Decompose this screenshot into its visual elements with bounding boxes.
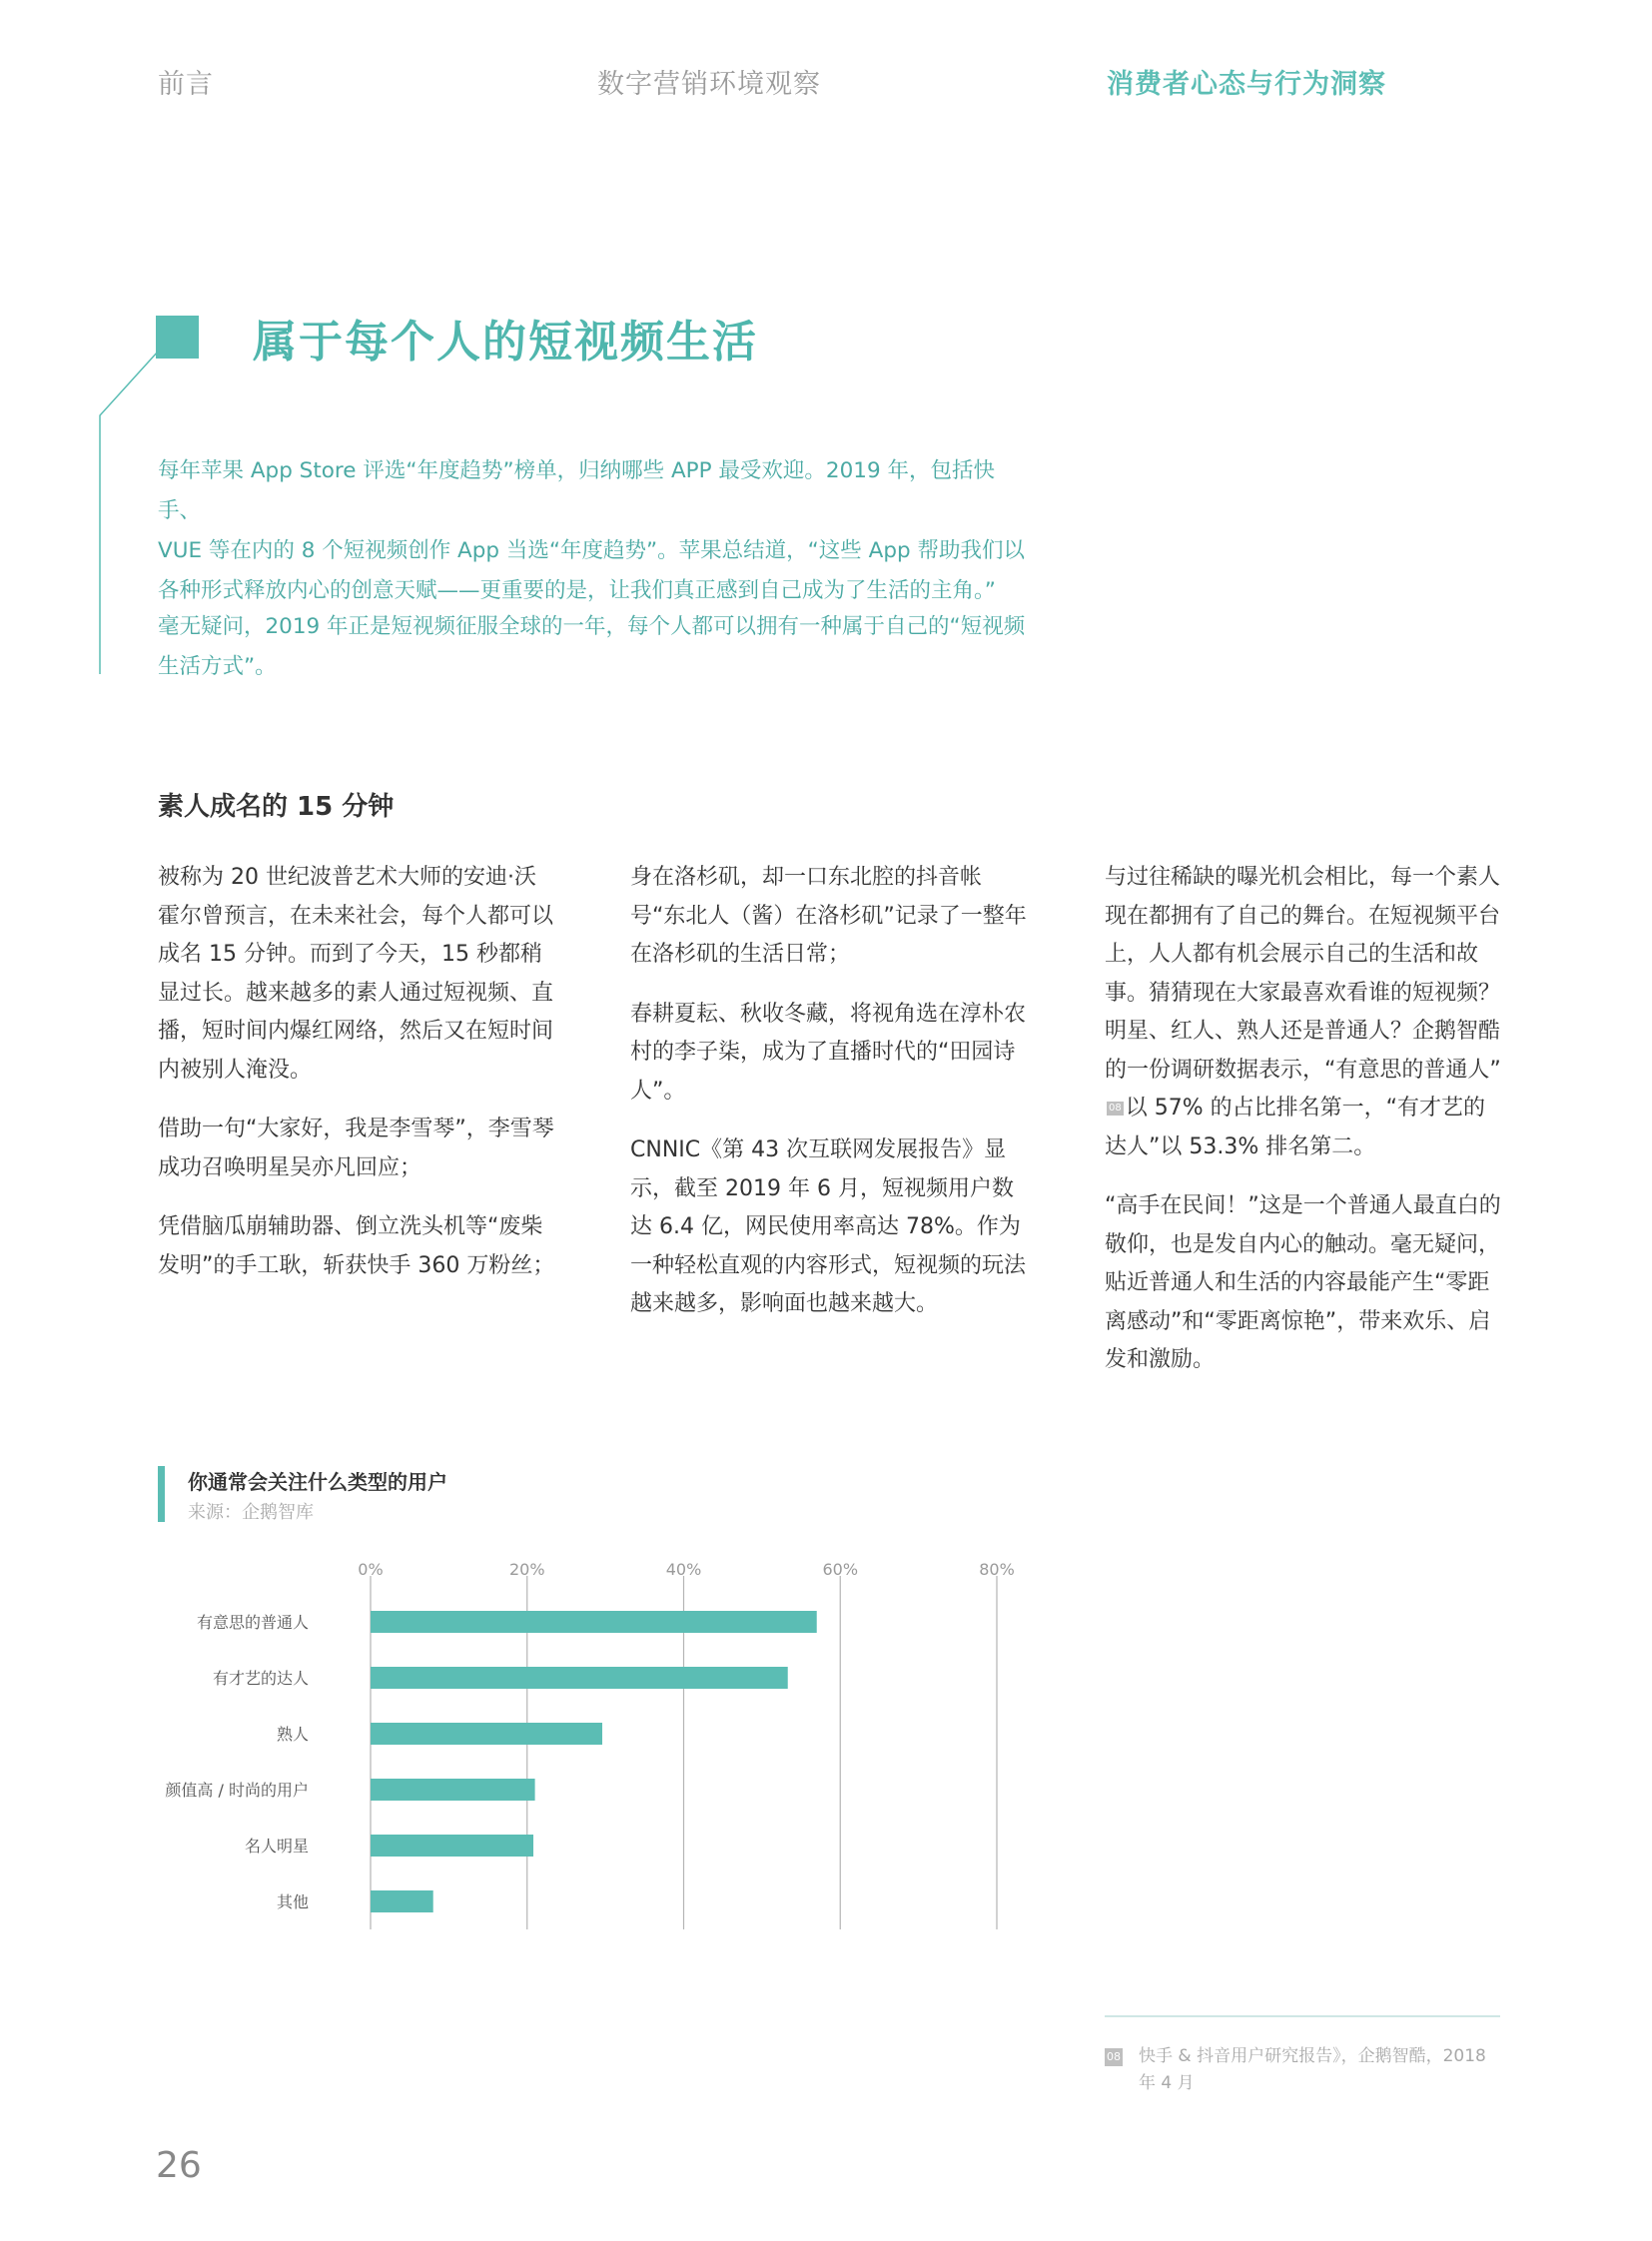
intro-line: 生活方式”。 [158, 654, 277, 679]
category-label: 名人明星 [244, 1837, 309, 1856]
chart-title: 你通常会关注什么类型的用户 [188, 1470, 447, 1494]
intro-paragraph [158, 451, 1037, 611]
paragraph: 凭借脑瓜崩辅助器、倒立洗头机等“废柴发明”的手工耿，斩获快手 360 万粉丝； [158, 1214, 555, 1278]
paragraph: 春耕夏耘、秋收冬藏，将视角选在淳朴农村的李子柒，成为了直播时代的“田园诗人”。 [630, 1001, 1027, 1104]
nav-item-consumer-insight[interactable]: 消费者心态与行为洞察 [1107, 69, 1386, 100]
paragraph-text: 与过往稀缺的曝光机会相比，每一个素人现在都拥有了自己的舞台。在短视频平台上，人人都有机会展示自己的生活和故事。猜猜现在大家最喜欢看谁的短视频？明星、红人、熟人还是普通人？企鹅智酷的一份调研数据表示，“有意思的普通人” [1105, 865, 1501, 1083]
intro-line: VUE 等在内的 8 个短视频创作 App 当选“年度趋势”。苹果总结道，“这些 App 帮助我们以 [158, 538, 1025, 563]
chart-title-marker [158, 1466, 165, 1522]
paragraph [1105, 859, 1502, 1166]
category-label: 其他 [276, 1892, 309, 1911]
category-label: 颜值高 / 时尚的用户 [165, 1781, 309, 1800]
paragraph-text: 以 57% 的占比排名第一，“有才艺的达人”以 53.3% 排名第二。 [1105, 1096, 1486, 1159]
chart-source: 来源：企鹅智库 [188, 1502, 314, 1523]
footnote-divider [1105, 2015, 1500, 2017]
footnote-badge: 08 [1105, 2048, 1123, 2066]
category-label: 熟人 [276, 1725, 309, 1744]
tick-label: 60% [822, 1560, 859, 1579]
bar [371, 1890, 433, 1912]
page-number: 26 [156, 2145, 202, 2186]
text-column-2 [630, 859, 1028, 1345]
tick-label: 80% [979, 1560, 1015, 1579]
section-title: 属于每个人的短视频生活 [253, 317, 758, 368]
nav-item-digital-marketing[interactable]: 数字营销环境观察 [597, 69, 821, 100]
nav-item-preface[interactable]: 前言 [158, 69, 214, 100]
text-column-3 [1105, 859, 1502, 1401]
category-label: 有意思的普通人 [196, 1613, 309, 1632]
tick-label: 40% [665, 1560, 702, 1579]
paragraph: 被称为 20 世纪波普艺术大师的安迪·沃霍尔曾预言，在未来社会，每个人都可以成名 15 分钟。而到了今天，15 秒都稍显过长。越来越多的素人通过短视频、直播，短时间内爆红网络，然后又在短时间内被别人淹没。 [158, 865, 554, 1083]
paragraph: 身在洛杉矶，却一口东北腔的抖音帐号“东北人（酱）在洛杉矶”记录了一整年在洛杉矶的生活日常； [630, 865, 1027, 967]
decorative-line [96, 350, 166, 679]
intro-line: 毫无疑问，2019 年正是短视频征服全球的一年，每个人都可以拥有一种属于自己的“短视频 [158, 614, 1026, 639]
intro-paragraph-2 [158, 607, 1037, 687]
paragraph: CNNIC《第 43 次互联网发展报告》显示，截至 2019 年 6 月，短视频用户数达 6.4 亿，网民使用率高达 78%。作为一种轻松直观的内容形式，短视频的玩法越来越多，影响面也越来越大。 [630, 1137, 1027, 1316]
bar [371, 1779, 535, 1801]
paragraph: “高手在民间！”这是一个普通人最直白的敬仰，也是发自内心的触动。毫无疑问，贴近普通人和生活的内容最能产生“零距离感动”和“零距离惊艳”，带来欢乐、启发和激励。 [1105, 1193, 1501, 1372]
bar [371, 1611, 817, 1633]
text-column-1 [158, 859, 555, 1306]
category-label: 有才艺的达人 [212, 1669, 309, 1688]
footnote-ref-badge[interactable]: 08 [1109, 1103, 1122, 1114]
tick-label: 20% [508, 1560, 545, 1579]
bar [371, 1835, 533, 1857]
footnote-text: 快手 & 抖音用户研究报告》，企鹅智酷，2018 年 4 月 [1139, 2046, 1486, 2093]
tick-label: 0% [358, 1560, 384, 1579]
intro-line: 每年苹果 App Store 评选“年度趋势”榜单，归纳哪些 APP 最受欢迎。2019 年，包括快手、 [158, 458, 995, 523]
paragraph: 借助一句“大家好，我是李雪琴”，李雪琴成功召唤明星吴亦凡回应； [158, 1117, 554, 1180]
bar [371, 1667, 788, 1689]
intro-line: 各种形式释放内心的创意天赋——更重要的是，让我们真正感到自己成为了生活的主角。” [158, 578, 996, 603]
bar [371, 1723, 602, 1745]
subsection-title: 素人成名的 15 分钟 [158, 792, 395, 822]
